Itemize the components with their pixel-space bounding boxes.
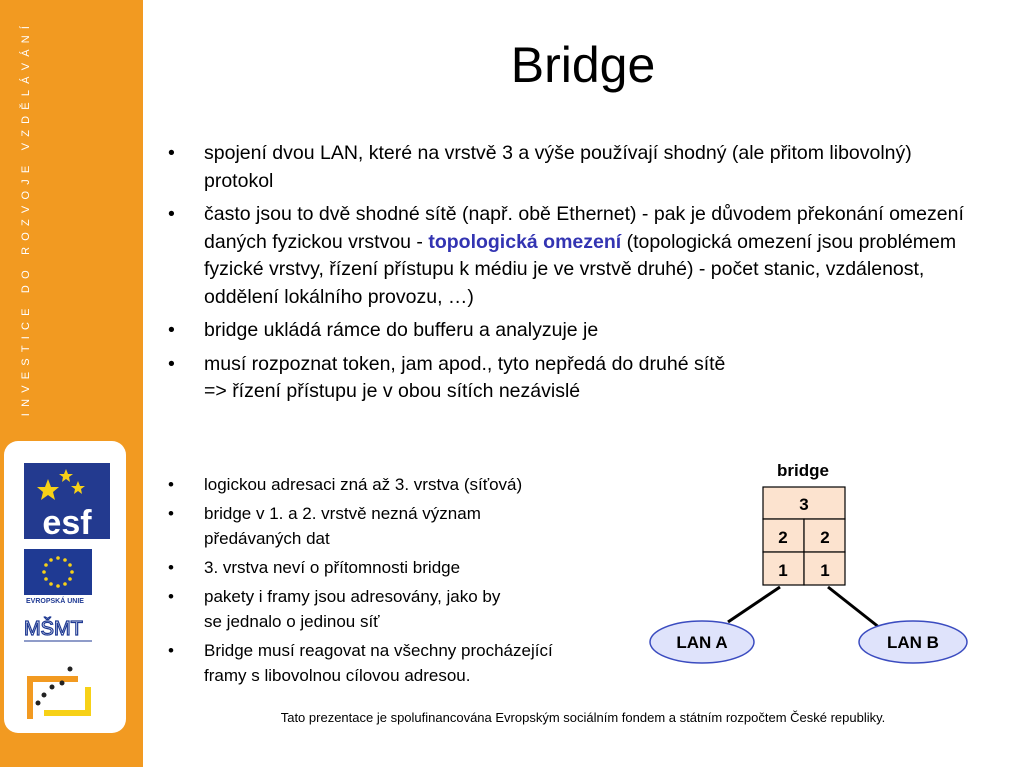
lan-b-label: LAN B: [887, 633, 939, 652]
sub-bullet-list: [168, 472, 638, 692]
highlight-text: topologická omezení: [428, 230, 622, 253]
link-line-a: [728, 587, 780, 622]
bullet-item: • často jsou to dvě shodné sítě (např. obě Ethernet) - pak je důvodem překonání omezení daných fyzickou vrstvou - topologická omezení (topologická omezení jsou problémem fyzické vrstvy, řízení přístupu k médiu je ve vrstvě druhé) - počet stanic, vzdálenost, oddělení lokálního provozu, …): [168, 201, 968, 311]
sidebar: [0, 0, 143, 767]
sub-bullet-item: • logickou adresaci zná až 3. vrstva (síťová): [168, 472, 638, 497]
eu-flag-logo: [24, 549, 92, 605]
sub-bullet-item: • pakety i framy jsou adresovány, jako by se jednalo o jedinou síť: [168, 584, 638, 634]
footer-text: Tato prezentace je spolufinancována Evropským sociálním fondem a státním rozpočtem České republiky.: [280, 710, 886, 725]
main-bullet-list: [168, 140, 968, 412]
diagram-label: bridge: [777, 461, 829, 480]
esf-logo: [24, 463, 110, 542]
svg-text:EVROPSKÁ UNIE: EVROPSKÁ UNIE: [26, 598, 84, 605]
vertical-slogan-text: INVESTICE DO ROZVOJE VZDĚLÁVÁNÍ: [20, 19, 32, 417]
bullet-item: • spojení dvou LAN, které na vrstvě 3 a výše používají shodný (ale přitom libovolný) protokol: [168, 140, 968, 195]
logos: [4, 441, 126, 733]
bullet-item: • bridge ukládá rámce do bufferu a analyzuje je: [168, 317, 968, 345]
sub-bullet-item: • bridge v 1. a 2. vrstvě nezná význam předávaných dat: [168, 501, 638, 551]
lan-a-label: LAN A: [676, 633, 728, 652]
link-line-b: [828, 587, 880, 628]
logo-panel: [4, 441, 126, 733]
svg-text:MŠMT: MŠMT: [24, 618, 83, 640]
sub-bullet-item: • Bridge musí reagovat na všechny procházející framy s libovolnou cílovou adresou.: [168, 638, 638, 688]
bridge-layer-2-right-label: 2: [820, 528, 830, 547]
bridge-layer-2-left-label: 2: [778, 528, 788, 547]
vertical-slogan: [12, 18, 40, 418]
slide-title: Bridge: [510, 37, 656, 93]
bridge-layer-1-right-label: 1: [820, 561, 830, 580]
bridge-diagram: [640, 455, 980, 675]
bridge-layer-3-label: 3: [799, 495, 809, 514]
msmt-logo: [24, 617, 92, 641]
bridge-layer-1-left-label: 1: [778, 561, 788, 580]
op-logo: [30, 667, 88, 720]
svg-text:esf: esf: [42, 504, 92, 542]
bullet-item: • musí rozpoznat token, jam apod., tyto nepředá do druhé sítě => řízení přístupu je v obou sítích nezávislé: [168, 351, 968, 406]
sub-bullet-item: • 3. vrstva neví o přítomnosti bridge: [168, 555, 638, 580]
